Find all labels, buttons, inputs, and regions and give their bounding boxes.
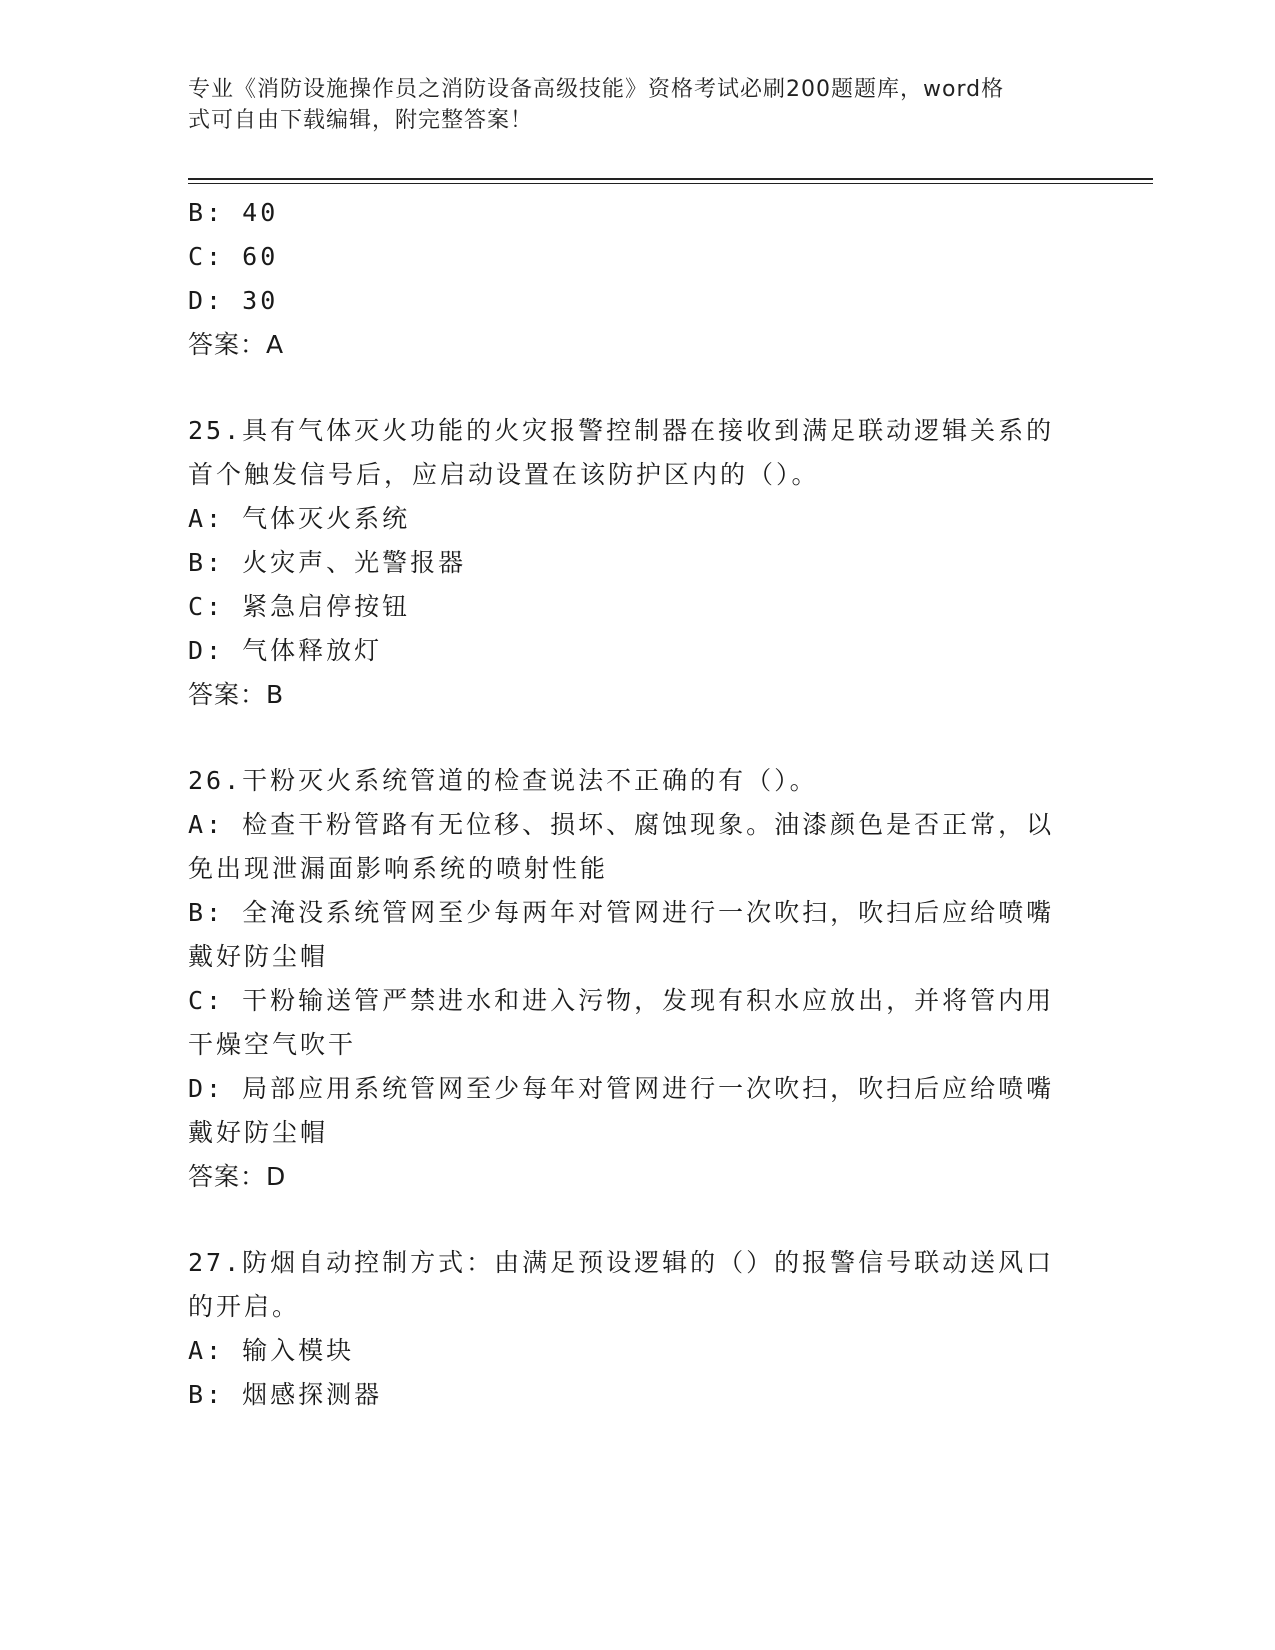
q26-option-c-line-2: 干燥空气吹干 <box>188 1030 357 1059</box>
header-divider-thin <box>188 183 1153 184</box>
q25-option-b: B: 火灾声、光警报器 <box>188 548 467 577</box>
q24-option-d: D: 30 <box>188 286 279 315</box>
header-line-1: 专业《消防设施操作员之消防设备高级技能》资格考试必刷200题题库，word格 <box>188 77 1005 102</box>
q27-stem-line-1: 27.防烟自动控制方式：由满足预设逻辑的（）的报警信号联动送风口 <box>188 1248 1055 1277</box>
q24-option-b: B: 40 <box>188 198 279 227</box>
q26-answer: 答案：D <box>188 1162 287 1191</box>
q26-option-d-line-1: D: 局部应用系统管网至少每年对管网进行一次吹扫，吹扫后应给喷嘴 <box>188 1074 1055 1103</box>
q27-option-a: A: 输入模块 <box>188 1336 355 1365</box>
q25-stem-line-1: 25.具有气体灭火功能的火灾报警控制器在接收到满足联动逻辑关系的 <box>188 416 1055 445</box>
q26-option-a-line-2: 免出现泄漏面影响系统的喷射性能 <box>188 854 609 883</box>
header-line-2: 式可自由下载编辑，附完整答案！ <box>188 108 534 133</box>
q26-option-a-line-1: A: 检查干粉管路有无位移、损坏、腐蚀现象。油漆颜色是否正常，以 <box>188 810 1055 839</box>
header-divider-thick <box>188 178 1153 180</box>
q26-option-d-line-2: 戴好防尘帽 <box>188 1118 329 1147</box>
q27-stem-line-2: 的开启。 <box>188 1292 301 1321</box>
q26-option-b-line-1: B: 全淹没系统管网至少每两年对管网进行一次吹扫，吹扫后应给喷嘴 <box>188 898 1055 927</box>
q26-option-b-line-2: 戴好防尘帽 <box>188 942 329 971</box>
q26-stem: 26.干粉灭火系统管道的检查说法不正确的有（）。 <box>188 766 818 795</box>
q24-answer: 答案：A <box>188 330 285 359</box>
q25-answer: 答案：B <box>188 680 285 709</box>
q25-option-d: D: 气体释放灯 <box>188 636 383 665</box>
q25-option-c: C: 紧急启停按钮 <box>188 592 411 621</box>
q24-option-c: C: 60 <box>188 242 279 271</box>
q27-option-b: B: 烟感探测器 <box>188 1380 383 1409</box>
q25-option-a: A: 气体灭火系统 <box>188 504 411 533</box>
q26-option-c-line-1: C: 干粉输送管严禁进水和进入污物，发现有积水应放出，并将管内用 <box>188 986 1055 1015</box>
q25-stem-line-2: 首个触发信号后，应启动设置在该防护区内的（）。 <box>188 460 820 489</box>
document-header <box>188 74 1068 136</box>
